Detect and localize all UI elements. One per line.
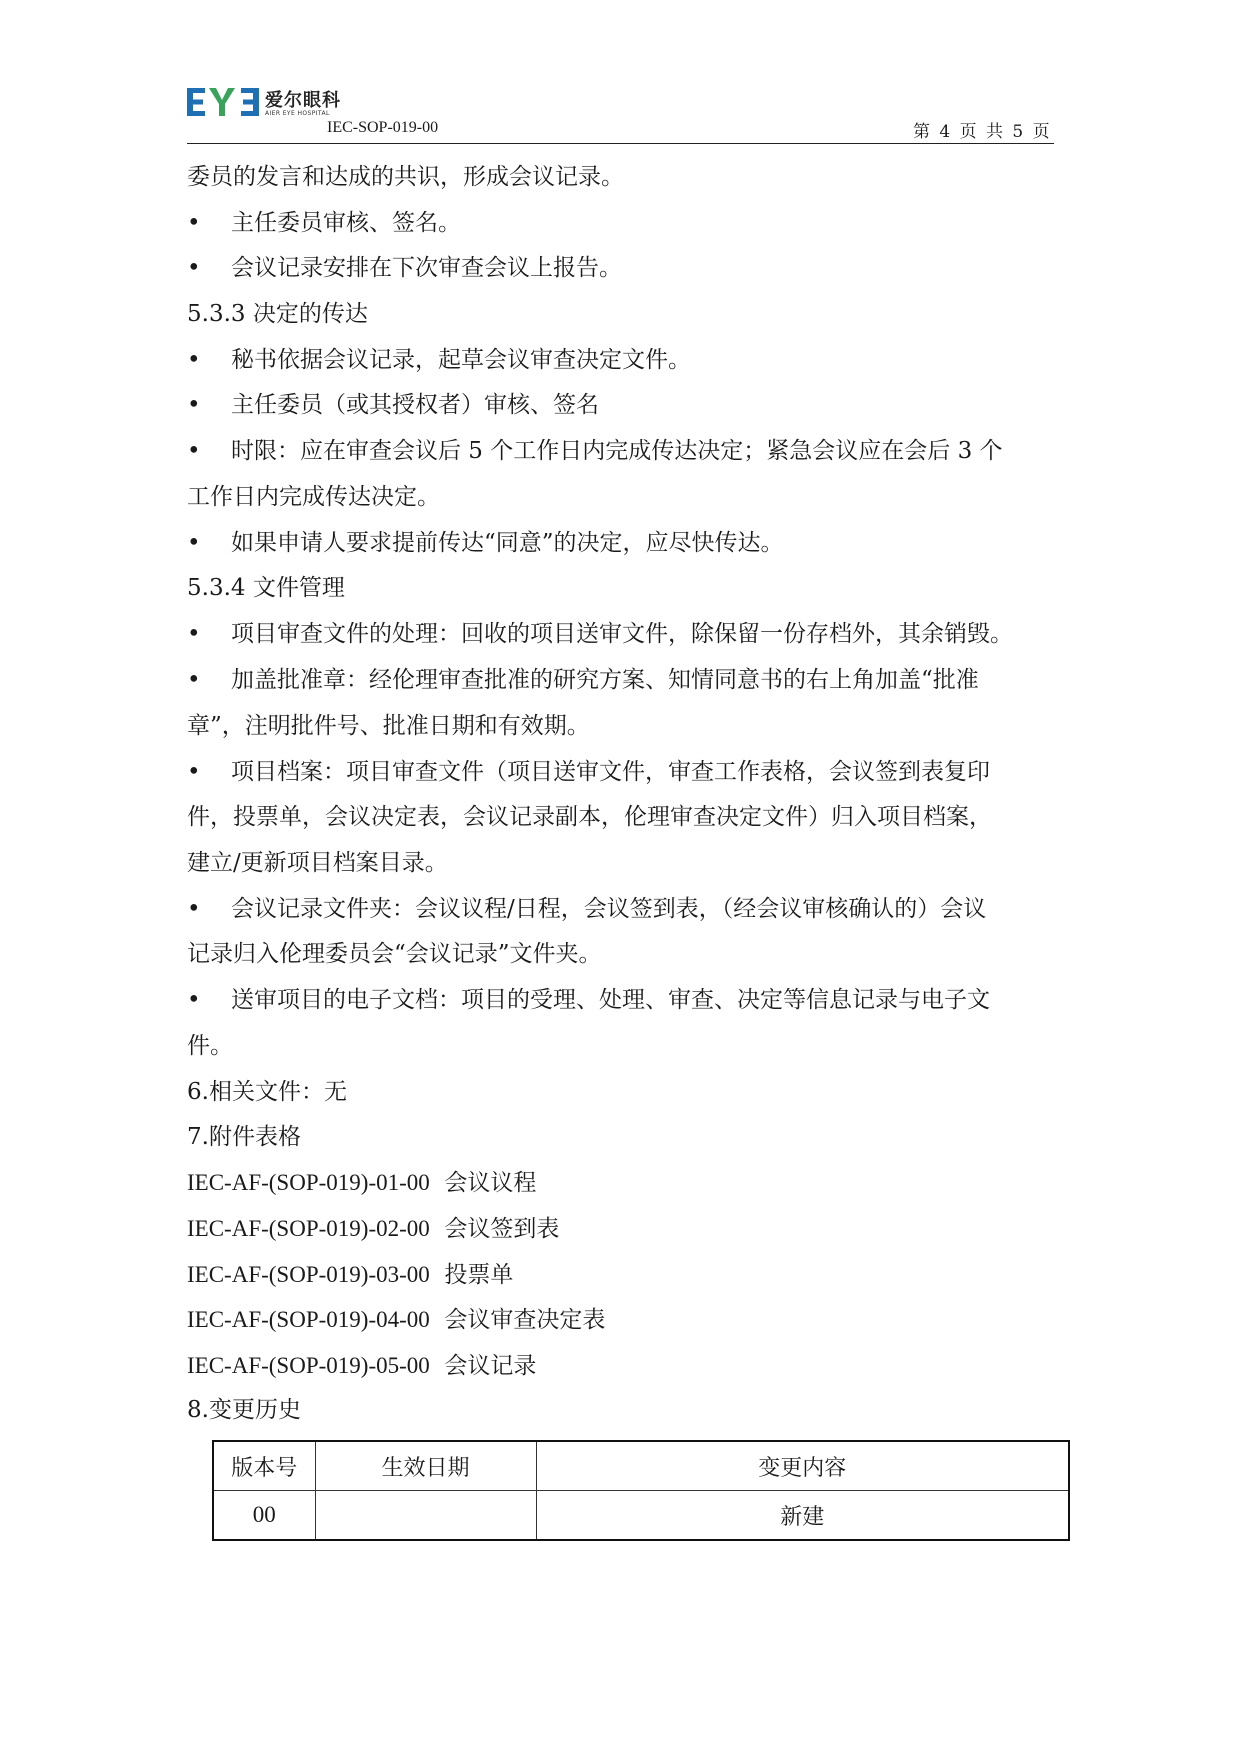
attachment-code: IEC-AF-(SOP-019)-02-00 [187,1216,430,1241]
attachment-name: 会议签到表 [444,1216,560,1242]
bullet-glyph: • [187,392,201,418]
bullet-item [187,619,1013,649]
table-header-cell: 变更内容 [536,1441,1069,1491]
section-heading: 7.附件表格 [187,1124,301,1150]
attachment-code: IEC-AF-(SOP-019)-04-00 [187,1307,430,1332]
bullet-item [187,985,990,1015]
change-history-table [212,1440,1070,1541]
hospital-logo [187,84,367,124]
attachment-code: IEC-AF-(SOP-019)-03-00 [187,1262,430,1287]
attachment-item [187,1260,513,1290]
bullet-item [187,757,990,787]
attachment-item [187,1305,605,1335]
bullet-item [187,345,691,375]
bullet-text: 秘书依据会议记录，起草会议审查决定文件。 [231,347,691,373]
logo-chinese-name: 爱尔眼科 [265,90,341,111]
table-header-row [213,1441,1069,1491]
bullet-glyph: • [187,667,201,693]
bullet-glyph: • [187,347,201,373]
bullet-text: 主任委员审核、签名。 [231,210,461,236]
bullet-text: 会议记录文件夹：会议议程/日程，会议签到表，（经会议审核确认的）会议 [231,896,987,922]
attachment-name: 会议审查决定表 [444,1307,606,1333]
header-divider [187,143,1054,144]
paragraph-line: 章”，注明批件号、批准日期和有效期。 [187,713,590,739]
table-row [213,1491,1069,1541]
attachment-item [187,1168,536,1198]
bullet-text: 主任委员（或其授权者）审核、签名 [231,392,599,418]
section-heading: 6.相关文件：无 [187,1079,347,1105]
bullet-glyph: • [187,530,201,556]
paragraph-line: 工作日内完成传达决定。 [187,484,440,510]
bullet-item [187,528,784,558]
bullet-item [187,253,622,283]
table-header-cell: 生效日期 [315,1441,536,1491]
section-heading: 5.3.4 文件管理 [187,575,345,601]
attachment-name: 会议议程 [444,1170,537,1196]
page-number: 第 4 页 共 5 页 [913,122,1050,142]
bullet-text: 项目审查文件的处理：回收的项目送审文件，除保留一份存档外，其余销毁。 [231,621,1013,647]
bullet-text: 会议记录安排在下次审查会议上报告。 [231,255,622,281]
section-heading: 8.变更历史 [187,1397,301,1423]
eye-logo-mark [187,86,259,118]
table-header-cell: 版本号 [213,1441,315,1491]
attachment-code: IEC-AF-(SOP-019)-01-00 [187,1170,430,1195]
bullet-glyph: • [187,759,201,785]
bullet-glyph: • [187,210,201,236]
document-code: IEC-SOP-019-00 [327,119,439,136]
bullet-text: 时限：应在审查会议后 5 个工作日内完成传达决定；紧急会议应在会后 3 个 [231,438,1003,464]
bullet-text: 项目档案：项目审查文件（项目送审文件，审查工作表格，会议签到表复印 [231,759,990,785]
bullet-text: 加盖批准章：经伦理审查批准的研究方案、知情同意书的右上角加盖“批准 [231,667,979,693]
bullet-glyph: • [187,987,201,1013]
bullet-glyph: • [187,896,201,922]
attachment-name: 投票单 [444,1262,514,1288]
logo-english-name: AIER EYE HOSPITAL [265,110,330,117]
table-cell-date [315,1491,536,1541]
paragraph-line: 记录归入伦理委员会“会议记录”文件夹。 [187,941,602,967]
attachment-name: 会议记录 [444,1353,537,1379]
table-cell-version: 00 [213,1491,315,1541]
bullet-glyph: • [187,621,201,647]
attachment-item [187,1351,536,1381]
section-heading: 5.3.3 决定的传达 [187,301,368,327]
bullet-text: 送审项目的电子文档：项目的受理、处理、审查、决定等信息记录与电子文 [231,987,990,1013]
table-cell-change: 新建 [536,1491,1069,1541]
bullet-item [187,436,1003,466]
paragraph-line: 委员的发言和达成的共识，形成会议记录。 [187,164,624,190]
bullet-item [187,390,599,420]
bullet-glyph: • [187,255,201,281]
paragraph-line: 件。 [187,1033,233,1059]
attachment-code: IEC-AF-(SOP-019)-05-00 [187,1353,430,1378]
bullet-item [187,208,461,238]
paragraph-line: 建立/更新项目档案目录。 [187,850,448,876]
bullet-glyph: • [187,438,201,464]
attachment-item [187,1214,559,1244]
paragraph-line: 件，投票单，会议决定表，会议记录副本，伦理审查决定文件）归入项目档案， [187,804,992,830]
bullet-item [187,894,986,924]
bullet-text: 如果申请人要求提前传达“同意”的决定，应尽快传达。 [231,530,784,556]
bullet-item [187,665,979,695]
